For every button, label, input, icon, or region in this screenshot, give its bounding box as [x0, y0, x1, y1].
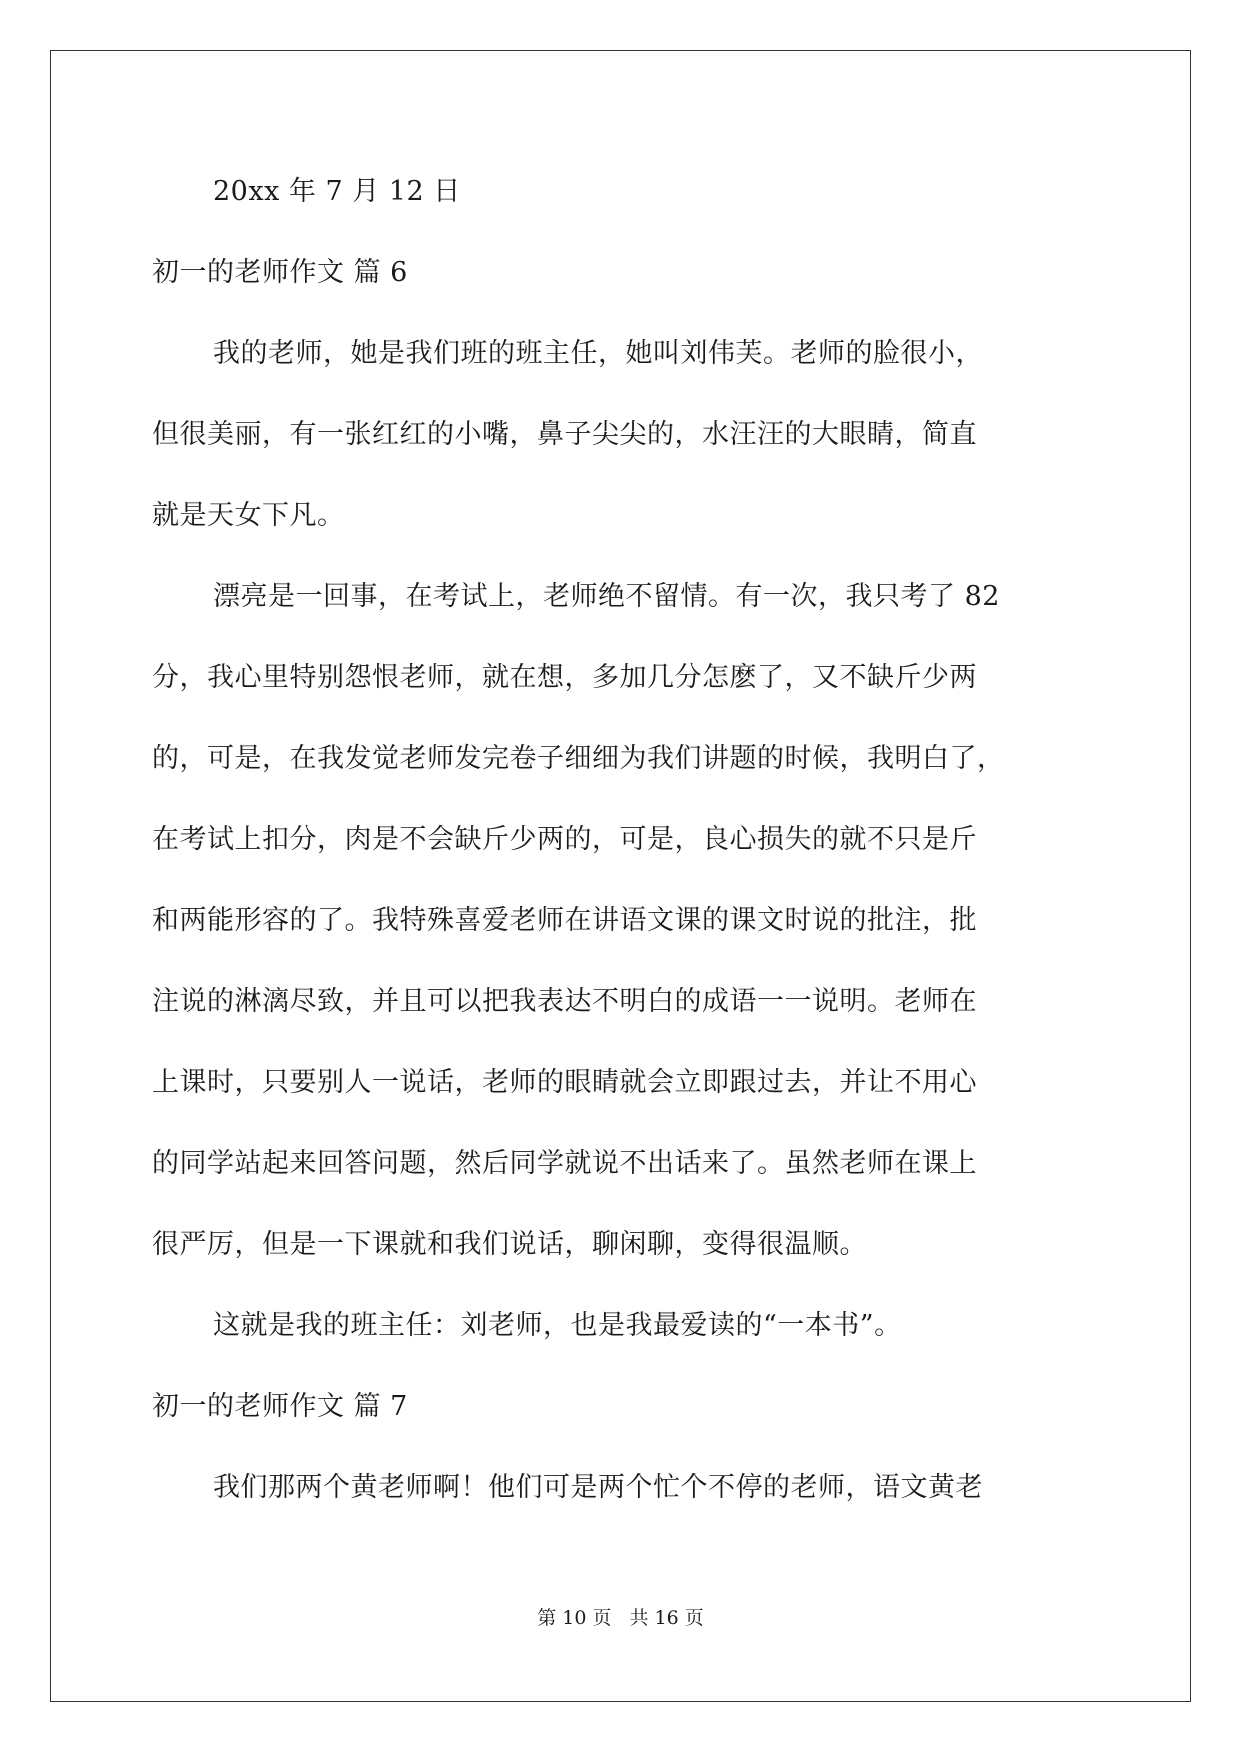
section-heading-6: 初一的老师作文 篇 6 — [152, 257, 408, 288]
paragraph-line: 和两能形容的了。我特殊喜爱老师在讲语文课的课文时说的批注，批 — [152, 905, 977, 936]
paragraph-line: 很严厉，但是一下课就和我们说话，聊闲聊，变得很温顺。 — [152, 1229, 867, 1260]
date-line: 20xx 年 7 月 12 日 — [213, 176, 461, 207]
paragraph-line: 我的老师，她是我们班的班主任，她叫刘伟芙。老师的脸很小， — [213, 338, 983, 369]
paragraph-line: 漂亮是一回事，在考试上，老师绝不留情。有一次，我只考了 82 — [213, 581, 1000, 612]
paragraph-line: 的同学站起来回答问题，然后同学就说不出话来了。虽然老师在课上 — [152, 1148, 977, 1179]
page-footer — [0, 1605, 1241, 1631]
paragraph-line: 注说的淋漓尽致，并且可以把我表达不明白的成语一一说明。老师在 — [152, 986, 977, 1017]
paragraph-line: 我们那两个黄老师啊！他们可是两个忙个不停的老师，语文黄老 — [213, 1472, 983, 1503]
page-total: 共 16 页 — [629, 1607, 704, 1629]
paragraph-line: 的，可是，在我发觉老师发完卷子细细为我们讲题的时候，我明白了， — [152, 743, 1005, 774]
paragraph-line: 上课时，只要别人一说话，老师的眼睛就会立即跟过去，并让不用心 — [152, 1067, 977, 1098]
page-border — [50, 50, 1191, 1702]
paragraph-line: 分，我心里特别怨恨老师，就在想，多加几分怎麽了，又不缺斤少两 — [152, 662, 977, 693]
page-number: 第 10 页 — [537, 1607, 612, 1629]
section-heading-7: 初一的老师作文 篇 7 — [152, 1391, 408, 1422]
paragraph-line: 这就是我的班主任：刘老师，也是我最爱读的“一本书”。 — [213, 1310, 902, 1341]
paragraph-line: 在考试上扣分，肉是不会缺斤少两的，可是，良心损失的就不只是斤 — [152, 824, 977, 855]
paragraph-line: 就是天女下凡。 — [152, 500, 345, 531]
paragraph-line: 但很美丽，有一张红红的小嘴，鼻子尖尖的，水汪汪的大眼睛，简直 — [152, 419, 977, 450]
